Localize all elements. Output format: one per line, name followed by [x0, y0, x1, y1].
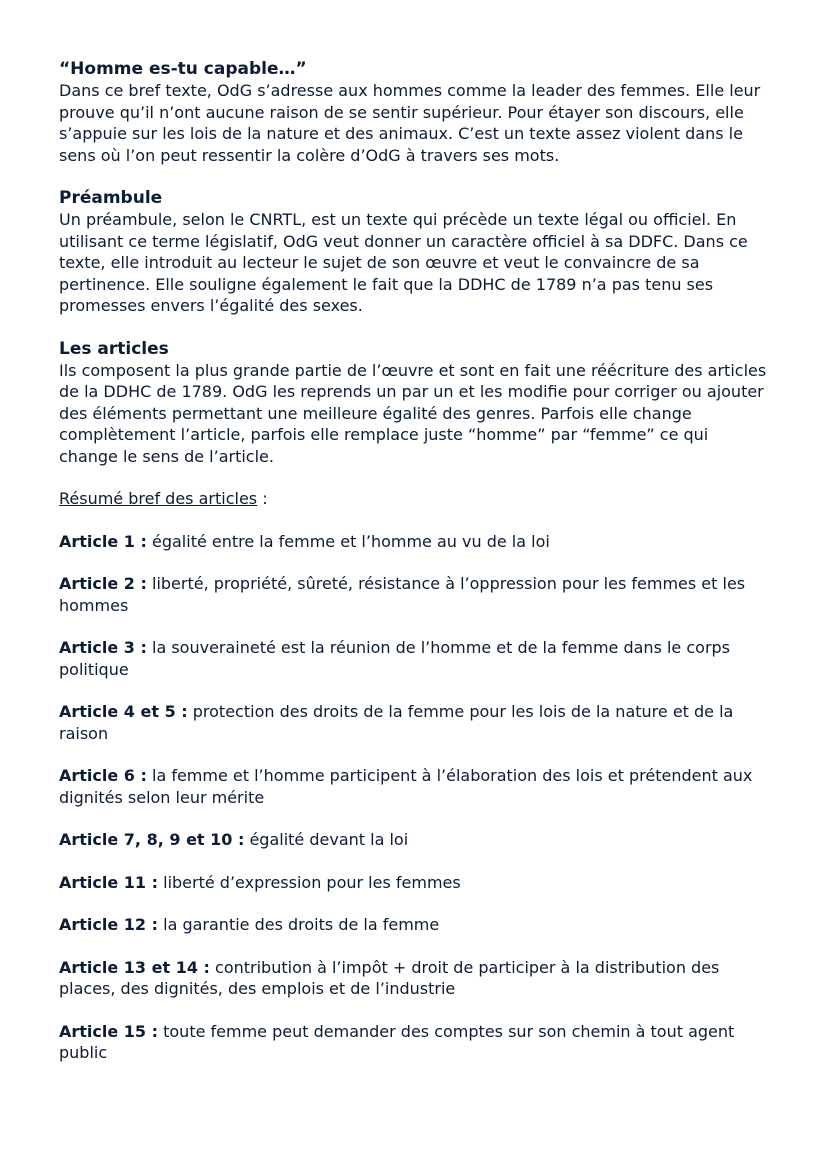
article-text: liberté d’expression pour les femmes — [158, 872, 461, 892]
section-heading: “Homme es-tu capable…” — [59, 59, 307, 79]
article-text: contribution à l’impôt + droit de participer à la distribution des places, des dignités, des emplois et de l’industrie — [59, 957, 720, 998]
article-label: Article 11 : — [59, 872, 159, 892]
article-text: la garantie des droits de la femme — [158, 915, 440, 934]
article-label: Article 6 : — [59, 766, 147, 785]
article-text: égalité devant la loi — [244, 830, 409, 849]
article-text: égalité entre la femme et l’homme au vu de la loi — [146, 531, 550, 551]
article-label: Article 7, 8, 9 et 10 : — [59, 830, 245, 849]
section-paragraph: Ils composent la plus grande partie de l’œuvre et sont en fait une réécriture des articles de la DDHC de 1789. OdG les reprends un par un et les modifie pour corriger ou ajouter des éléments permettant une meilleure égalité des genres. Parfois elle change complètement l’article, parfois elle remplace juste “homme” par “femme” ce qui change le sens de l’article. — [59, 360, 767, 466]
summary-title — [59, 488, 772, 510]
summary-title-underlined: Résumé bref des articles — [59, 489, 258, 508]
article-label: Article 1 : — [59, 531, 147, 551]
article-label: Article 12 : — [59, 915, 159, 934]
article-label: Article 3 : — [59, 638, 147, 657]
section-heading: Les articles — [59, 338, 169, 359]
article-item — [59, 573, 772, 616]
article-item — [59, 872, 772, 894]
section-paragraph: Un préambule, selon le CNRTL, est un texte qui précède un texte légal ou officiel. En utilisant ce terme législatif, OdG veut donner un caractère officiel à sa DDFC. Dans ce texte, elle introduit au lecteur le sujet de son œuvre et veut le convaincre de sa pertinence. Elle souligne également le fait que la DDHC de 1789 n’a pas tenu ses promesses envers l’égalité des sexes. — [59, 210, 748, 315]
article-text: toute femme peut demander des comptes sur son chemin à tout agent public — [59, 1021, 735, 1062]
section-les-articles — [59, 338, 772, 468]
article-label: Article 15 : — [59, 1021, 159, 1041]
article-label: Article 4 et 5 : — [59, 702, 188, 721]
section-preambule — [59, 187, 772, 317]
section-homme-es-tu-capable — [59, 58, 772, 166]
article-item — [59, 829, 772, 851]
article-text: la femme et l’homme participent à l’élaboration des lois et prétendent aux dignités selon leur mérite — [59, 766, 753, 807]
article-label: Article 2 : — [59, 574, 147, 593]
article-item — [59, 914, 772, 936]
article-label: Article 13 et 14 : — [59, 957, 210, 977]
article-item — [59, 637, 772, 680]
article-item — [59, 531, 772, 553]
article-item — [59, 957, 772, 1000]
article-item — [59, 701, 772, 744]
summary-title-suffix: : — [257, 489, 268, 508]
article-list — [59, 531, 772, 1064]
article-item — [59, 1021, 772, 1064]
article-item — [59, 765, 772, 808]
section-paragraph: Dans ce bref texte, OdG s’adresse aux hommes comme la leader des femmes. Elle leur prouve qu’il n’ont aucune raison de se sentir supérieur. Pour étayer son discours, elle s’appuie sur les lois de la nature et des animaux. C’est un texte assez violent dans le sens où l’on peut ressentir la colère d’OdG à travers ses mots. — [59, 81, 761, 165]
article-text: protection des droits de la femme pour les lois de la nature et de la raison — [59, 702, 734, 743]
section-heading: Préambule — [59, 188, 163, 208]
article-text: liberté, propriété, sûreté, résistance à l’oppression pour les femmes et les hommes — [59, 574, 746, 615]
article-text: la souveraineté est la réunion de l’homme et de la femme dans le corps politique — [59, 638, 731, 679]
